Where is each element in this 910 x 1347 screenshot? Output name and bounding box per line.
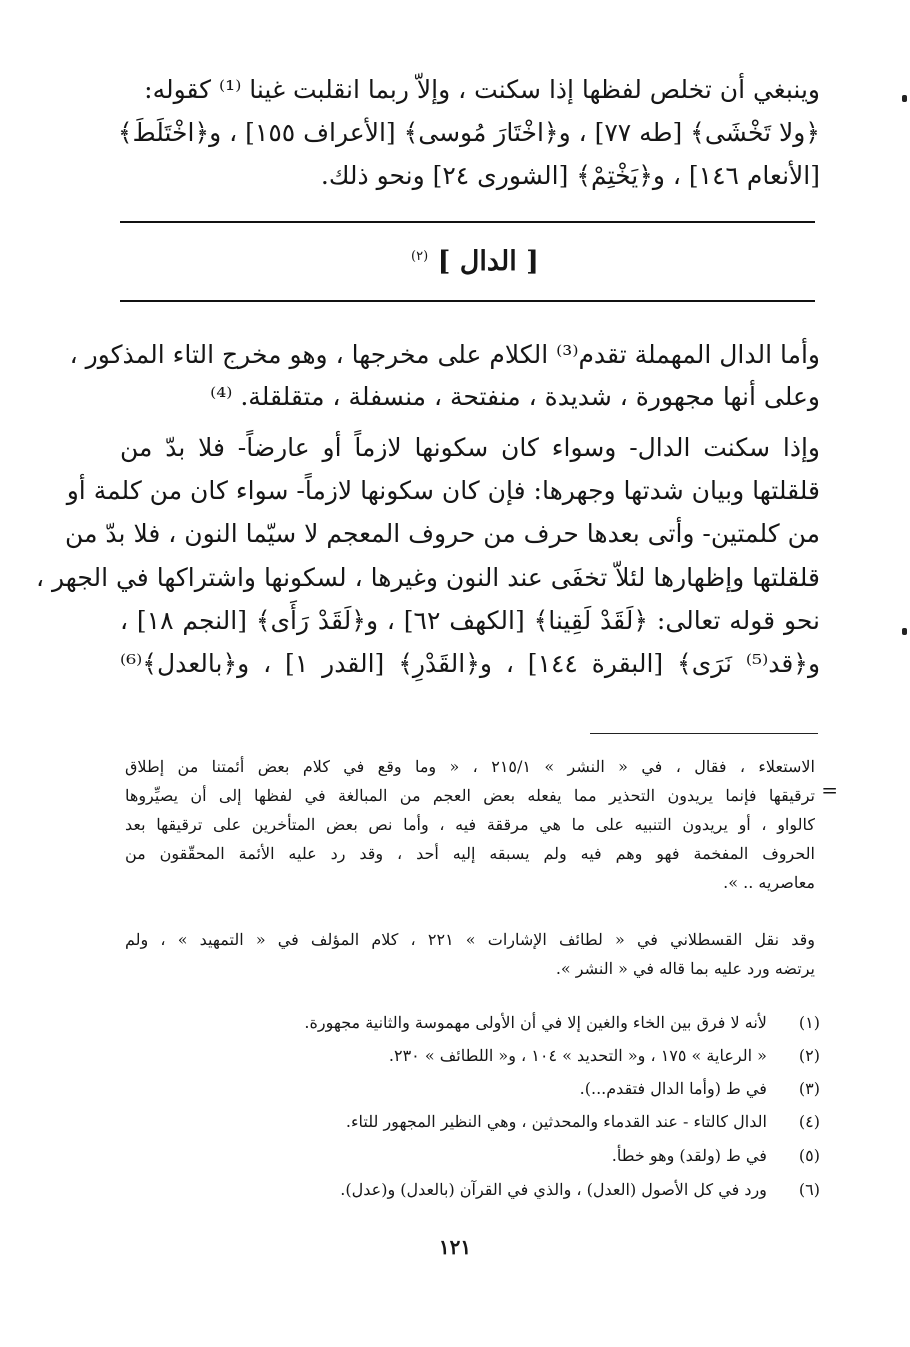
scan-speck [902,628,907,635]
footnote-6-text: ورد في كل الأصول (العدل) ، والذي في القرآن (بالعدل) و(عدل). [340,1180,767,1199]
top-paragraph-line-2: ﴿ولا تَخْشَى﴾ [طه ٧٧] ، و﴿اخْتَارَ مُوسى﴾ [الأعراف ١٥٥] ، و﴿اخْتَلَطَ﴾ [117,118,820,147]
footnote-2-text: « الرعاية » ١٧٥ ، و« التحديد » ١٠٤ ، و« اللطائف » ٢٣٠. [388,1046,767,1065]
body-paragraph-2-line-2: قلقلتها وبيان شدتها وجهرها: فإن كان سكونها لازماً- سواء كان من كلمة أو [66,476,820,505]
body-paragraph-1-line-1: وأما الدال المهملة تقدم⁽³⁾ الكلام على مخرجها ، وهو مخرج التاء المذكور ، [69,340,820,369]
top-paragraph-line-1: وينبغي أن تخلص لفظها إذا سكنت ، وإلاّ ربما انقلبت غينا ⁽¹⁾ كقوله: [144,75,820,104]
continuation-note-2 [125,925,815,983]
continuation-note [125,752,815,897]
footnote-4-text: الدال كالتاء - عند القدماء والمحدثين ، وهي النظير المجهور للتاء. [345,1112,767,1131]
footnote-3 [120,1074,820,1103]
footnote-5 [120,1141,820,1170]
continuation-note-line-3: كالواو ، أو يريدون التنبيه على ما هي مرققة فيه ، وأما نص بعض المتأخرين على ترقيقها بعد [125,815,815,834]
continuation-note-line-5: معاصريه .. ». [723,873,815,892]
continuation-note-line-1: الاستعلاء ، فقال ، في « النشر » ٢١٥/١ ، « وما وقع في كلام بعض أئمتنا من إطلاق [125,757,815,776]
page-number: ١٢١ [438,1235,472,1259]
body-paragraph-1-line-2: وعلى أنها مجهورة ، شديدة ، منفتحة ، منسفلة ، متقلقلة. ⁽⁴⁾ [210,382,820,411]
continuation-note-line-2: ترقيقها فإنما يريدون التحذير مما يفعله بعض العجم من المبالغة في لفظها إلى أن يصيِّروها [125,786,815,805]
footnote-6-number: (٦) [798,1180,820,1199]
continuation-note-2-line-2: يرتضه ورد عليه بما قاله في « النشر ». [555,959,815,978]
scan-speck [902,95,907,102]
footnote-6 [120,1175,820,1204]
footnote-1 [120,1008,820,1037]
footnote-4-number: (٤) [798,1112,820,1131]
footnote-5-number: (٥) [798,1146,820,1165]
section-heading-text: [ الدال ] [437,246,539,277]
top-paragraph-line-3: [الأنعام ١٤٦] ، و﴿يَخْتِمْ﴾ [الشورى ٢٤] ونحو ذلك. [320,161,820,190]
heading-top-rule [120,221,815,223]
body-paragraph-2-line-1: وإذا سكنت الدال- وسواء كان سكونها لازماً أو عارضاً- فلا بدّ من [120,433,820,462]
footnote-2 [120,1041,820,1070]
section-heading-note: (٢) [411,249,429,264]
body-paragraph-2-line-4: قلقلتها وإظهارها لئلاّ تخفَى عند النون وغيرها ، لسكونها واشتراكها في الجهر ، [35,563,820,592]
continuation-note-2-line-1: وقد نقل القسطلاني في « لطائف الإشارات » ٢٢١ ، كلام المؤلف في « التمهيد » ، ولم [125,930,816,949]
continuation-mark: = [821,778,838,802]
footnote-2-number: (٢) [798,1046,820,1065]
footnote-3-text: في ط (وأما الدال فتقدم...). [579,1079,767,1098]
section-heading [125,246,825,277]
footnote-1-number: (١) [798,1013,820,1032]
footnote-1-text: لأنه لا فرق بين الخاء والغين إلا في أن الأولى مهموسة والثانية مجهورة. [304,1013,767,1032]
footnote-3-number: (٣) [798,1079,820,1098]
heading-bottom-rule [120,300,815,302]
continuation-note-line-4: الحروف المفخمة فهو وهم فيه ولم يسبقه إليه أحد ، وقد رد عليه الأئمة المحقّقون من [125,844,815,863]
body-paragraph-2-line-6: و﴿قد⁽⁵⁾ نَرَى﴾ [البقرة ١٤٤] ، و﴿القَدْرِ﴾ [القدر ١] ، و﴿بالعدل﴾⁽⁶⁾ [120,649,821,678]
body-paragraph-2-line-3: من كلمتين- وأتى بعدها حرف من حروف المعجم لا سيّما النون ، فلا بدّ من [65,519,820,548]
footnote-5-text: في ط (ولقد) وهو خطأ. [611,1146,767,1165]
body-paragraph-2-line-5: نحو قوله تعالى: ﴿لَقَدْ لَقِينا﴾ [الكهف ٦٢] ، و﴿لَقَدْ رَأَى﴾ [النجم ١٨] ، [120,606,820,635]
footnote-4 [120,1107,820,1136]
footnote-separator [590,733,818,734]
